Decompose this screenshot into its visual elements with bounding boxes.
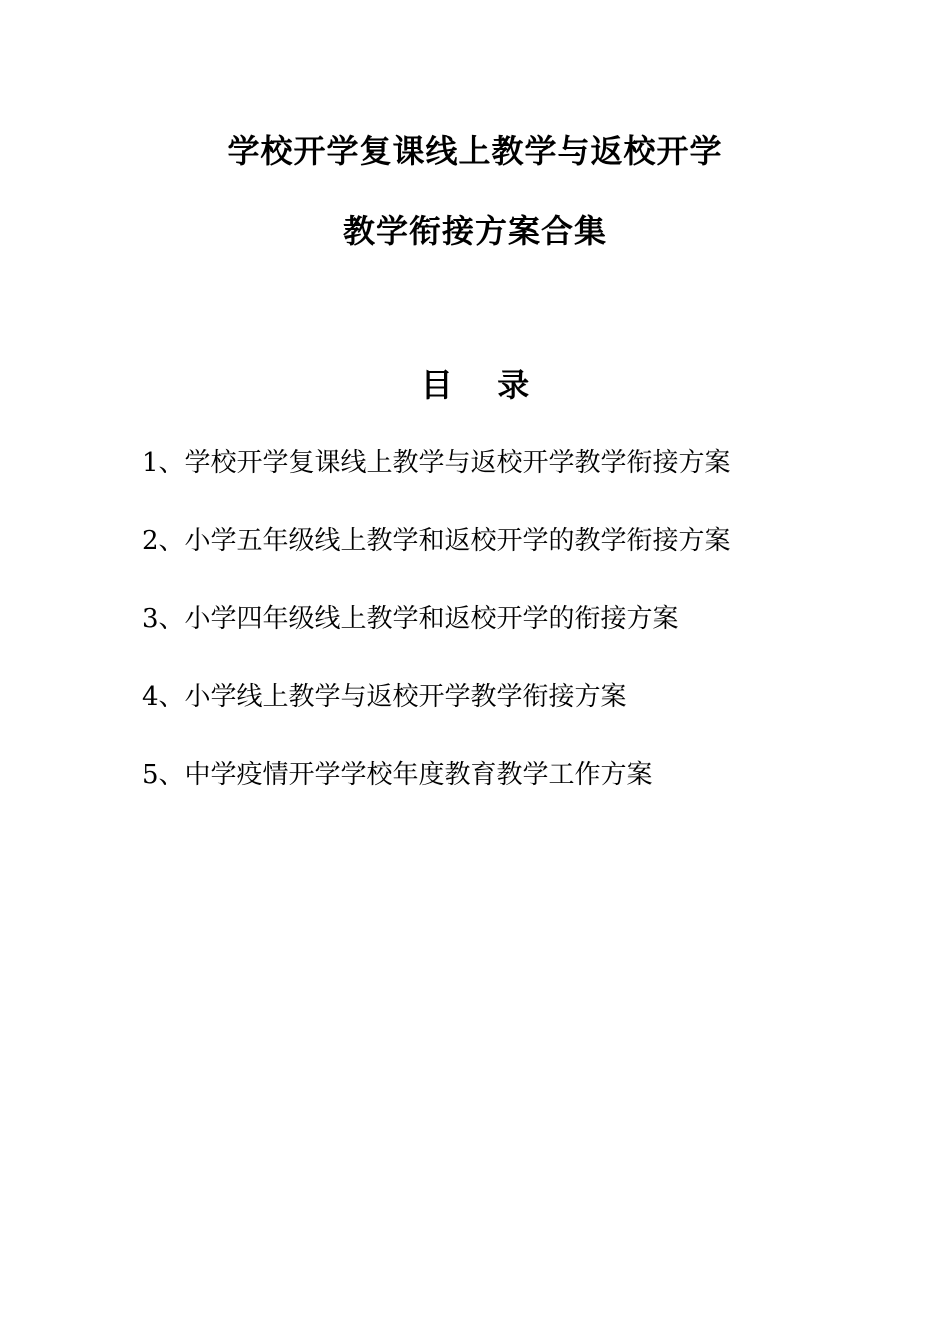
toc-list xyxy=(142,443,731,833)
toc-heading: 目 录 xyxy=(420,366,530,404)
toc-item-2: 2、小学五年级线上教学和返校开学的教学衔接方案 xyxy=(142,526,731,556)
document-title-line-1: 学校开学复课线上教学与返校开学 xyxy=(227,132,723,170)
document-title-line-2: 教学衔接方案合集 xyxy=(342,212,607,250)
toc-item-4: 4、小学线上教学与返校开学教学衔接方案 xyxy=(142,682,627,712)
toc-item-1: 1、学校开学复课线上教学与返校开学教学衔接方案 xyxy=(142,448,731,478)
toc-item-5: 5、中学疫情开学学校年度教育教学工作方案 xyxy=(142,760,653,790)
toc-item-3: 3、小学四年级线上教学和返校开学的衔接方案 xyxy=(142,604,679,634)
